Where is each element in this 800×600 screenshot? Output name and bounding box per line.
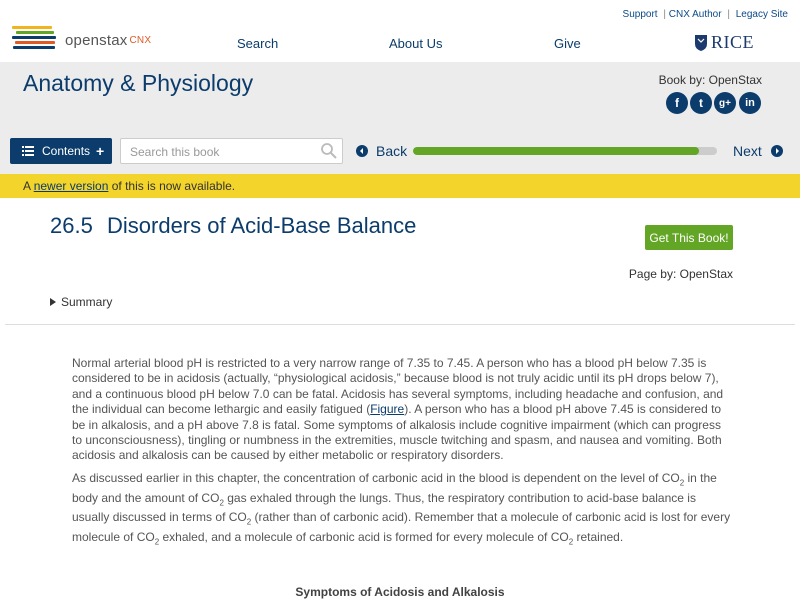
logo-text: openstax CNX bbox=[65, 31, 152, 49]
cnx-author-link[interactable]: CNX Author bbox=[668, 9, 722, 20]
back-button[interactable]: Back bbox=[356, 143, 407, 159]
next-button[interactable]: Next bbox=[733, 143, 783, 159]
summary-toggle[interactable]: Summary bbox=[50, 295, 112, 309]
legacy-site-link[interactable]: Legacy Site bbox=[735, 9, 788, 20]
book-progress-bar bbox=[413, 147, 717, 155]
facebook-icon[interactable]: f bbox=[666, 92, 688, 114]
search-input[interactable] bbox=[130, 145, 315, 159]
search-icon[interactable] bbox=[320, 142, 338, 160]
newer-version-banner: A newer version of this is now available. bbox=[0, 174, 800, 198]
table-caption: Symptoms of Acidosis and Alkalosis bbox=[295, 585, 505, 599]
book-by: Book by: OpenStax bbox=[658, 73, 762, 87]
chevron-left-icon bbox=[356, 145, 368, 157]
top-header bbox=[0, 0, 800, 62]
caret-right-icon bbox=[50, 298, 56, 306]
openstax-logo[interactable] bbox=[12, 26, 151, 54]
list-icon bbox=[22, 146, 34, 156]
nav-about-us[interactable]: About Us bbox=[389, 36, 443, 51]
contents-button[interactable]: Contents + bbox=[10, 138, 112, 164]
twitter-icon[interactable]: t bbox=[690, 92, 712, 114]
divider bbox=[5, 324, 795, 325]
linkedin-icon[interactable]: in bbox=[739, 92, 761, 114]
rice-logo[interactable]: RICE bbox=[694, 32, 754, 53]
get-this-book-button[interactable]: Get This Book! bbox=[645, 225, 733, 250]
logo-stack-icon bbox=[12, 26, 58, 54]
figure-link[interactable]: Figure bbox=[370, 402, 405, 417]
paragraph-1: Normal arterial blood pH is restricted to a very narrow range of 7.35 to 7.45. A person who has a blood pH below 7.35 is considered to be in acidosis (actually, “physiological acidosis,” because blood is not truly acidic until its pH drops below 7), and a continuous blood pH below 7.0 can be fatal. Acidosis has several symptoms, including headache and confusion, and the individual can become lethargic and easily fatigued (Figure). A person who has a blood pH above 7.45 is considered to be in alkalosis, and a pH above 7.8 is fatal. Some symptoms of alkalosis include cognitive impairment (which can progress to unconsciousness), tingling or numbness in the extremities, muscle twitching and spasm, and nausea and vomiting. Both acidosis and alkalosis can be caused by either metabolic or respiratory disorders. bbox=[72, 356, 724, 463]
utility-links: Support | CNX Author | Legacy Site bbox=[622, 9, 788, 20]
newer-version-link[interactable]: newer version bbox=[33, 179, 109, 193]
book-title[interactable]: Anatomy & Physiology bbox=[23, 70, 254, 96]
rice-shield-icon bbox=[694, 34, 708, 52]
nav-search[interactable]: Search bbox=[237, 36, 279, 51]
search-box bbox=[120, 138, 343, 164]
progress-fill bbox=[413, 147, 699, 155]
plus-icon: + bbox=[96, 143, 105, 159]
section-number: 26.5 bbox=[50, 213, 93, 238]
page-content bbox=[72, 356, 732, 557]
google-plus-icon[interactable]: g+ bbox=[714, 92, 736, 114]
page-by: Page by: OpenStax bbox=[628, 267, 733, 281]
chevron-right-icon bbox=[771, 145, 783, 157]
paragraph-2: As discussed earlier in this chapter, the concentration of carbonic acid in the blood is dependent on the level of $CO_2$ in the body and the amount of $CO_2$ gas exhaled through the lungs. Thus, the respiratory contribution to acid-base balance is usually discussed in terms of $CO_2$ (rather than of carbonic acid). Remember that a molecule of carbonic acid is lost for every molecule of $CO_2$ exhaled, and a molecule of carbonic acid is formed for every molecule of $CO_2$ retained. bbox=[72, 470, 731, 547]
support-link[interactable]: Support bbox=[622, 9, 658, 20]
nav-give[interactable]: Give bbox=[554, 36, 581, 51]
page-title: Disorders of Acid-Base Balance bbox=[107, 213, 417, 238]
